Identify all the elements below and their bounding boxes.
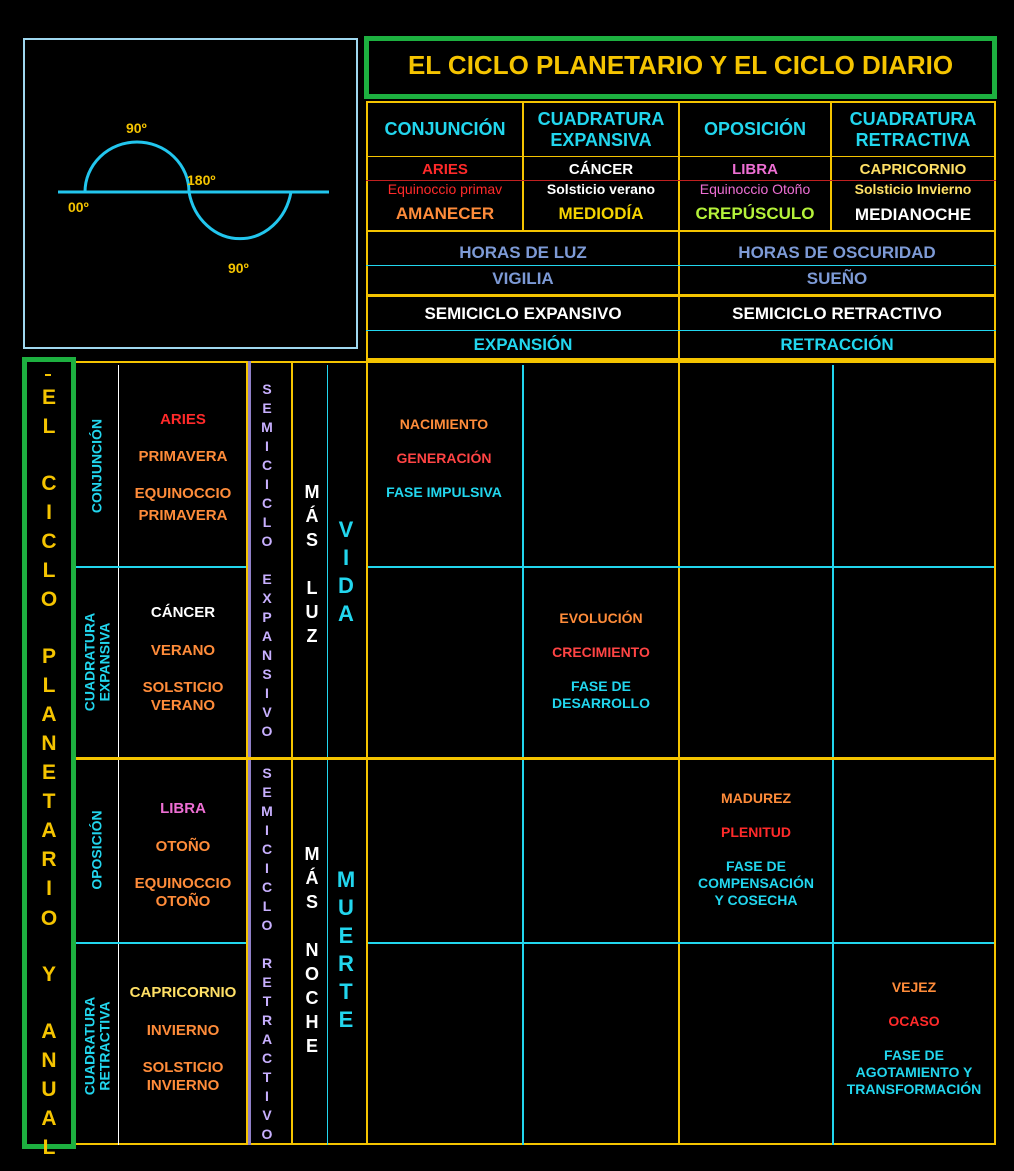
vertical-letter: O	[304, 964, 319, 984]
vertical-letter: O	[261, 533, 273, 549]
vertical-letter: I	[265, 438, 269, 454]
vertical-letter: X	[262, 590, 272, 606]
col-header-line: RETRACTIVA	[855, 130, 971, 150]
vertical-letter: C	[261, 1050, 273, 1066]
wave-label-90-bottom: 90º	[228, 260, 249, 276]
top-grid-top	[366, 101, 996, 103]
vertical-letter: Á	[305, 868, 319, 888]
phase-line-4: DESARROLLO	[552, 695, 650, 711]
row-event-line: INVIERNO	[146, 1077, 220, 1094]
wave-label-00: 00º	[68, 199, 89, 215]
top-grid-semi-divider	[366, 330, 996, 331]
vertical-letter	[265, 935, 269, 954]
side-title-letter: L	[42, 1136, 56, 1160]
grid-semi-lavender	[248, 361, 251, 1145]
col-event-equinoccio-otono: Equinoccio Otoño	[699, 181, 811, 197]
side-title-word	[41, 1017, 56, 1162]
phase-line-1: NACIMIENTO	[399, 416, 489, 432]
side-title-word	[42, 383, 56, 441]
vertical-letter: C	[261, 495, 273, 511]
row-label-conjuncion	[90, 419, 105, 513]
vertical-letter: A	[261, 1031, 273, 1047]
vertical-letter: L	[262, 514, 272, 530]
grid-row3-left	[76, 942, 246, 944]
vertical-letter: E	[262, 571, 272, 587]
vertical-letter: C	[261, 457, 273, 473]
phase-line-5: TRANSFORMACIÓN	[846, 1081, 982, 1097]
phase-cell-nacimiento	[368, 417, 520, 499]
vertical-letter: E	[338, 923, 354, 948]
row-season-invierno: INVIERNO	[146, 1022, 220, 1039]
vertical-letter: M	[304, 482, 320, 502]
vertical-letter: I	[265, 1088, 269, 1104]
wave-upper-arc	[85, 142, 189, 192]
grid-label-line	[118, 365, 119, 1145]
vertical-letter: V	[262, 704, 272, 720]
vertical-letter: A	[338, 601, 354, 626]
vertical-letter: S	[262, 765, 272, 781]
vertical-letter: M	[261, 803, 273, 819]
sine-wave-diagram	[23, 38, 358, 349]
col-sign-capricornio: CAPRICORNIO	[859, 161, 967, 178]
half-right-state: SUEÑO	[806, 269, 868, 288]
row-label-line: RETRACTIVA	[96, 1001, 112, 1091]
page-title: EL CICLO PLANETARIO Y EL CICLO DIARIO	[407, 50, 954, 80]
half-right-phase: RETRACCIÓN	[780, 335, 894, 354]
vertical-letter: R	[338, 951, 354, 976]
vertical-letter: E	[338, 1007, 354, 1032]
side-title-letter: C	[41, 529, 57, 553]
vertical-letter: N	[305, 940, 319, 960]
side-title-letter: C	[41, 471, 57, 495]
phase-line-2: OCASO	[888, 1013, 940, 1029]
side-title-letter: I	[46, 500, 52, 524]
row-event-solsticio-invierno	[120, 1060, 246, 1093]
side-title-letter: N	[41, 731, 57, 755]
vertical-letter	[309, 552, 314, 576]
phase-cell-madurez	[680, 791, 832, 907]
vertical-letter: E	[262, 400, 272, 416]
phase-line-5: Y COSECHA	[714, 892, 798, 908]
vertical-letter: O	[261, 1126, 273, 1142]
side-title-letter: I	[46, 877, 52, 901]
row-event-line: PRIMAVERA	[138, 507, 228, 524]
row-event-line: EQUINOCCIO	[134, 875, 232, 892]
vertical-letter: N	[261, 647, 273, 663]
vertical-letter: M	[336, 867, 356, 892]
row-season-otono: OTOÑO	[155, 838, 211, 855]
vida-vertical	[332, 516, 360, 628]
row-event-line: SOLSTICIO	[142, 1059, 224, 1076]
phase-line-3: FASE DE	[726, 858, 786, 874]
phase-line-3: FASE DE	[884, 1047, 944, 1063]
col-header-conjuncion	[368, 120, 522, 138]
phase-line-3: FASE DE	[571, 678, 631, 694]
vertical-letter: V	[338, 517, 354, 542]
col-event-equinoccio-primav: Equinoccio primav	[387, 181, 503, 197]
vertical-letter: P	[262, 609, 272, 625]
mas-luz-vertical	[298, 480, 326, 648]
vertical-letter: S	[262, 381, 272, 397]
side-title-letter: P	[41, 644, 56, 668]
vertical-letter: T	[339, 979, 353, 1004]
vertical-letter: S	[262, 666, 272, 682]
row-season-primavera: PRIMAVERA	[138, 448, 228, 465]
vertical-letter: M	[261, 419, 273, 435]
vertical-letter: C	[261, 879, 273, 895]
side-title-letter: L	[42, 558, 56, 582]
grid-row1-left	[76, 566, 246, 568]
phase-line-1: VEJEZ	[891, 979, 937, 995]
semiciclo-expansivo-vertical	[255, 380, 279, 741]
phase-line-1: MADUREZ	[721, 790, 791, 806]
vertical-letter: T	[262, 993, 272, 1009]
side-title-letter: E	[41, 386, 56, 409]
half-left-phase: EXPANSIÓN	[473, 335, 573, 354]
side-title-letter: O	[40, 588, 58, 612]
vertical-letter: D	[338, 573, 354, 598]
grid-row3-right	[368, 942, 994, 944]
grid-bottom-line	[76, 1143, 996, 1145]
col-header-line: CONJUNCIÓN	[384, 119, 506, 139]
row-season-verano: VERANO	[150, 642, 216, 659]
row-label-line: CUADRATURA	[81, 996, 98, 1096]
side-title-tick	[45, 374, 51, 376]
vertical-letter: Z	[306, 626, 318, 646]
top-grid-light-divider	[366, 265, 996, 266]
muerte-vertical	[332, 866, 360, 1034]
row-sign-cancer: CÁNCER	[150, 604, 216, 621]
phase-line-2: CRECIMIENTO	[552, 644, 650, 660]
side-title-letter: A	[41, 702, 57, 726]
grid-row2	[76, 757, 994, 760]
phase-line-4: AGOTAMIENTO Y	[855, 1064, 973, 1080]
top-grid-under-headers	[366, 156, 996, 157]
grid-col2	[678, 361, 680, 1145]
semiciclo-retractivo-vertical	[255, 764, 279, 1144]
row-sign-libra: LIBRA	[160, 800, 206, 817]
col-header-oposicion	[680, 120, 830, 138]
grid-top-line	[76, 361, 996, 363]
vertical-letter: E	[305, 1036, 318, 1056]
phase-cell-evolucion	[524, 611, 678, 710]
side-title-word	[41, 642, 57, 933]
grid-col1	[522, 365, 524, 1145]
row-sign-capricornio: CAPRICORNIO	[129, 984, 237, 1001]
col-header-line: CUADRATURA	[849, 109, 977, 129]
col-header-line: EXPANSIVA	[550, 130, 652, 150]
row-event-equinoccio-primavera	[120, 486, 246, 523]
half-right-light: HORAS DE OSCURIDAD	[738, 243, 936, 262]
col-time-amanecer: AMANECER	[395, 204, 495, 223]
vertical-letter: L	[306, 578, 318, 598]
side-title-letter: A	[41, 1106, 57, 1130]
vertical-letter: M	[304, 844, 320, 864]
col-sign-aries: ARIES	[422, 161, 468, 178]
col-event-solsticio-verano: Solsticio verano	[546, 181, 656, 197]
row-event-line: SOLSTICIO	[142, 679, 224, 696]
phase-cell-vejez	[834, 980, 994, 1096]
side-title-letters	[41, 383, 57, 1162]
side-title-letter: E	[41, 761, 56, 785]
vertical-letter: S	[305, 530, 318, 550]
phase-line-2: PLENITUD	[721, 824, 791, 840]
col-event-solsticio-invierno: Solsticio Invierno	[854, 181, 972, 197]
col-header-cuadratura-expansiva	[524, 110, 678, 149]
row-sign-aries: ARIES	[160, 411, 206, 428]
vertical-letter: U	[305, 602, 319, 622]
half-left-state: VIGILIA	[492, 269, 554, 288]
wave-label-180: 180º	[187, 172, 216, 188]
row-label-line: CONJUNCIÓN	[88, 418, 105, 514]
col-time-medianoche: MEDIANOCHE	[854, 205, 972, 224]
vertical-letter: S	[305, 892, 318, 912]
wave-lower-arc	[189, 192, 291, 239]
phase-line-4: COMPENSACIÓN	[698, 875, 814, 891]
row-event-line: VERANO	[150, 697, 216, 714]
vertical-letter: O	[261, 917, 273, 933]
vertical-letter: C	[261, 841, 273, 857]
row-label-line: CUADRATURA	[81, 612, 98, 712]
vertical-letter: C	[305, 988, 319, 1008]
top-grid-under-times	[366, 230, 996, 232]
row-label-line: EXPANSIVA	[96, 622, 112, 702]
vertical-letter: R	[261, 1012, 273, 1028]
side-title-letter: L	[42, 673, 56, 697]
side-title-letter: A	[41, 819, 57, 843]
side-title-letter: O	[40, 906, 58, 930]
row-event-line: EQUINOCCIO	[134, 485, 232, 502]
row-event-line: OTOÑO	[155, 893, 211, 910]
side-title-word	[42, 960, 56, 989]
vertical-letter: Á	[305, 506, 319, 526]
top-grid-under-states	[366, 294, 996, 297]
vertical-letter	[265, 551, 269, 570]
row-label-oposicion	[90, 810, 105, 889]
row-label-line: OPOSICIÓN	[88, 810, 105, 890]
col-header-cuadratura-retractiva	[832, 110, 994, 149]
vertical-letter: H	[305, 1012, 319, 1032]
side-title-letter: L	[42, 415, 56, 439]
vertical-letter: I	[265, 476, 269, 492]
vertical-letter: I	[265, 860, 269, 876]
row-label-cuadratura-retractiva	[82, 997, 111, 1096]
vertical-letter: R	[261, 955, 273, 971]
half-right-semiciclo: SEMICICLO RETRACTIVO	[732, 304, 942, 323]
vertical-letter: T	[262, 1069, 272, 1085]
vertical-letter: L	[262, 898, 272, 914]
row-label-cuadratura-expansiva	[82, 613, 111, 712]
col-header-line: OPOSICIÓN	[703, 119, 806, 139]
mas-noche-vertical	[298, 842, 326, 1058]
vertical-letter: I	[265, 685, 269, 701]
side-title-letter: T	[42, 790, 56, 814]
vertical-letter: O	[261, 723, 273, 739]
col-header-line: CUADRATURA	[537, 109, 665, 129]
vertical-letter: I	[342, 545, 350, 570]
col-sign-libra: LIBRA	[732, 161, 778, 178]
row-event-solsticio-verano	[120, 680, 246, 713]
side-title-letter: N	[41, 1048, 57, 1072]
row-event-equinoccio-otono	[120, 876, 246, 909]
vertical-letter: V	[262, 1107, 272, 1123]
grid-luz-line	[327, 365, 328, 1145]
side-title-letter: U	[41, 1077, 57, 1101]
col-time-mediodia: MEDIODÍA	[558, 204, 644, 223]
grid-row1-right	[368, 566, 994, 568]
side-title-letter: Y	[41, 963, 56, 987]
grid-semi-right	[291, 361, 293, 1145]
phase-line-3: FASE IMPULSIVA	[386, 484, 502, 500]
col-time-crepusculo: CREPÚSCULO	[695, 204, 815, 223]
vertical-letter: E	[262, 784, 272, 800]
vertical-letter	[309, 914, 314, 938]
vertical-letter: U	[338, 895, 354, 920]
side-title-letter: R	[41, 848, 57, 872]
vertical-letter: A	[261, 628, 273, 644]
half-left-light: HORAS DE LUZ	[459, 243, 587, 262]
side-title-letter: A	[41, 1019, 57, 1043]
vertical-letter: I	[265, 822, 269, 838]
phase-line-2: GENERACIÓN	[396, 450, 492, 466]
vertical-letter: E	[262, 974, 272, 990]
wave-label-90-top: 90º	[126, 120, 147, 136]
grid-main-right	[994, 361, 996, 1145]
col-sign-cancer: CÁNCER	[568, 161, 634, 178]
phase-line-1: EVOLUCIÓN	[559, 610, 643, 626]
half-left-semiciclo: SEMICICLO EXPANSIVO	[424, 304, 622, 323]
side-title	[27, 383, 71, 1162]
side-title-word	[41, 469, 57, 614]
